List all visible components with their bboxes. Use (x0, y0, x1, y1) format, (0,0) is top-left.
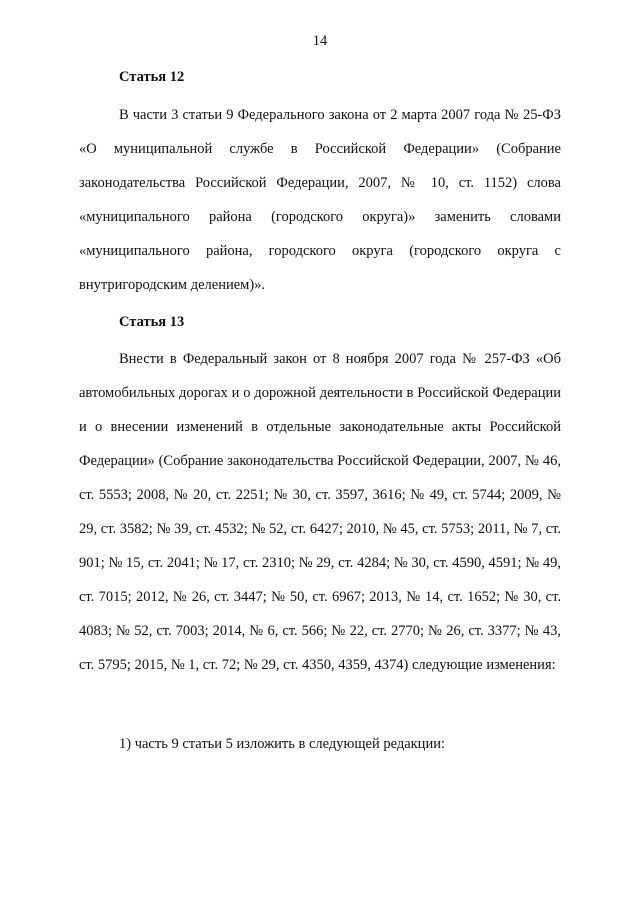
article-12-heading: Статья 12 (119, 69, 185, 85)
page-number: 14 (312, 33, 328, 49)
article-12-paragraph: В части 3 статьи 9 Федерального закона от 2 марта 2007 года № 25-ФЗ «О муниципальной службе в Российской Федерации» (Собрание законодательства Российской Федерации, 2007, № 10, ст. 1152) слова «муниципального района (городского округа)» заменить словами «муниципального района, городского округа (городского округа с внутригородским делением)». (79, 107, 561, 293)
article-13-item-1: 1) часть 9 статьи 5 изложить в следующей редакции: (119, 736, 445, 752)
article-13-heading: Статья 13 (119, 314, 185, 330)
article-13-paragraph: Внести в Федеральный закон от 8 ноября 2007 года № 257-ФЗ «Об автомобильных дорогах и о дорожной деятельности в Российской Федерации и о внесении изменений в отдельные законодательные акты Российской Федерации» (Собрание законодательства Российской Федерации, 2007, № 46, ст. 5553; 2008, № 20, ст. 2251; № 30, ст. 3597, 3616; № 49, ст. 5744; 2009, № 29, ст. 3582; № 39, ст. 4532; № 52, ст. 6427; 2010, № 45, ст. 5753; 2011, № 7, ст. 901; № 15, ст. 2041; № 17, ст. 2310; № 29, ст. 4284; № 30, ст. 4590, 4591; № 49, ст. 7015; 2012, № 26, ст. 3447; № 50, ст. 6967; 2013, № 14, ст. 1652; № 30, ст. 4083; № 52, ст. 7003; 2014, № 6, ст. 566; № 22, ст. 2770; № 26, ст. 3377; № 43, ст. 5795; 2015, № 1, ст. 72; № 29, ст. 4350, 4359, 4374) следующие изменения: (79, 351, 561, 673)
